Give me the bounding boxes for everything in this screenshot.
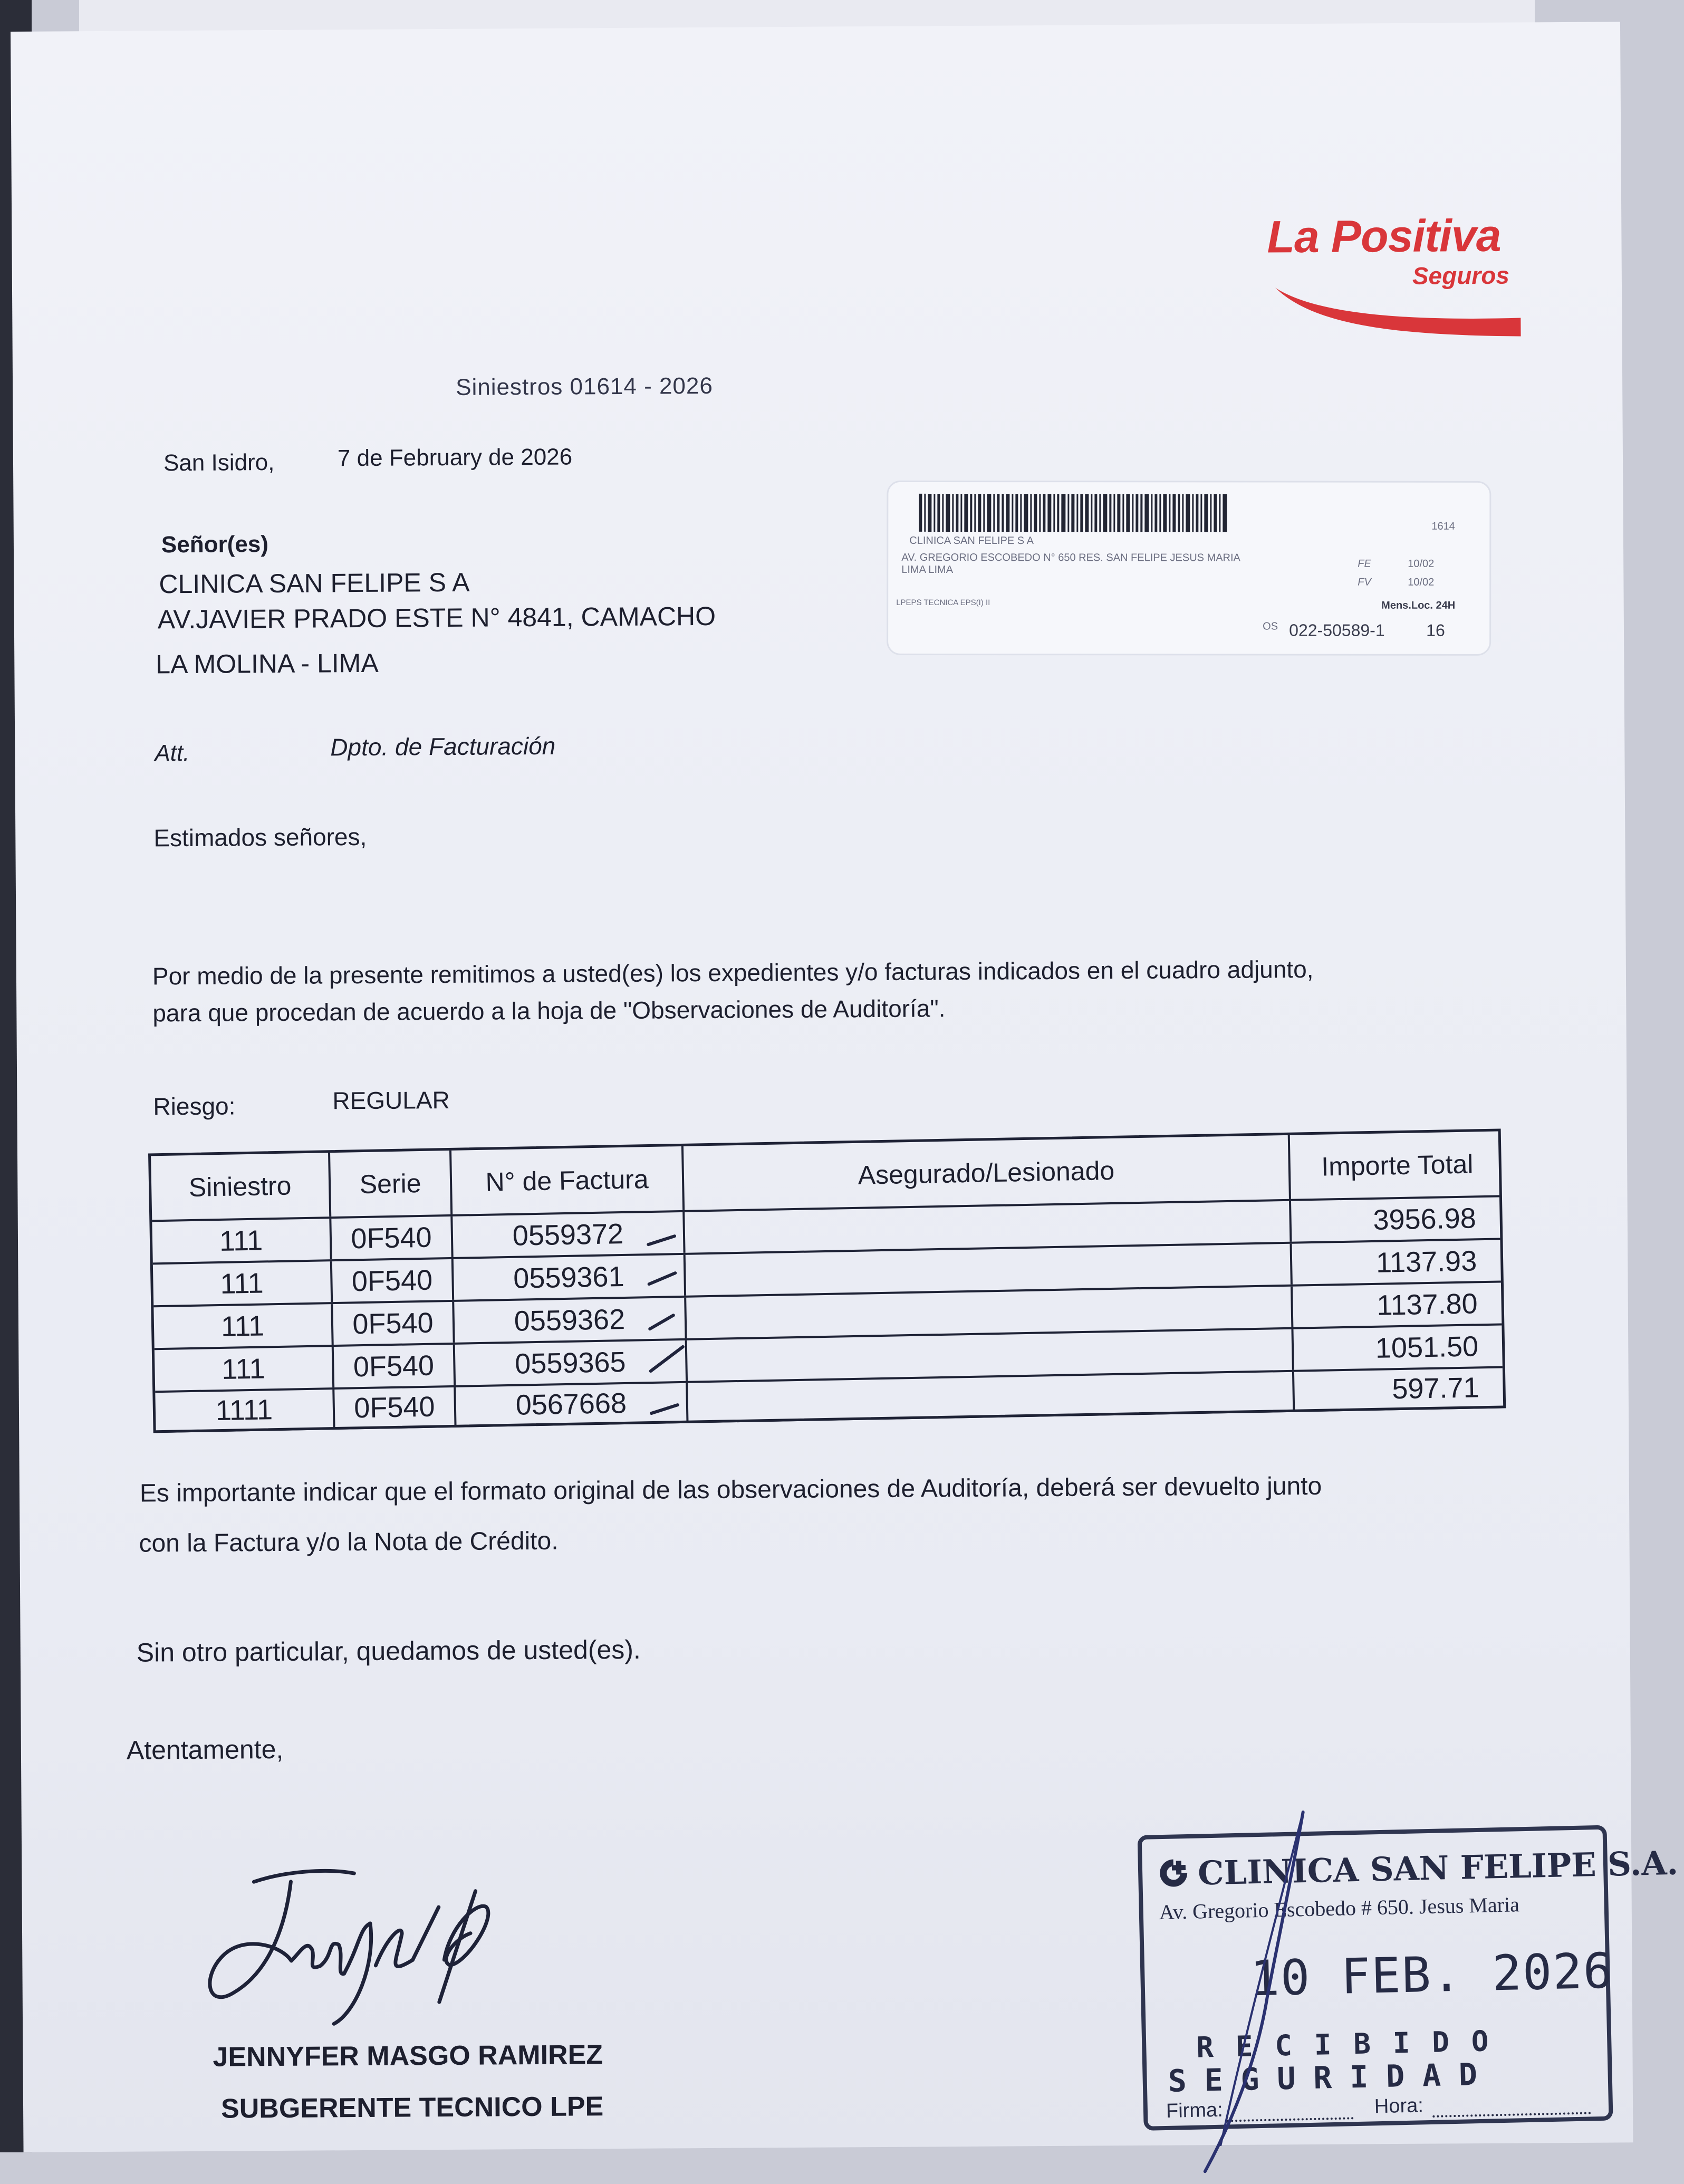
- cell-siniestro: 111: [152, 1219, 332, 1262]
- label-office: LPEPS TECNICA EPS(I) II: [896, 598, 990, 608]
- note-line-2: con la Factura y/o la Nota de Crédito.: [139, 1527, 559, 1558]
- invoice-table: [148, 1128, 1506, 1433]
- signature-icon: [201, 1859, 540, 2030]
- label-fe-value: 10/02: [1408, 558, 1435, 570]
- greeting: Estimados señores,: [153, 822, 367, 852]
- label-fe-label: FE: [1358, 558, 1371, 570]
- label-tracking-number: 022-50589-1: [1289, 620, 1385, 640]
- closing-line: Sin otro particular, quedamos de usted(es).: [136, 1634, 641, 1668]
- logo-swoosh-icon: [1273, 275, 1526, 340]
- recipient-label: Señor(es): [161, 531, 269, 558]
- cell-siniestro: 1111: [155, 1390, 335, 1431]
- header-siniestro: Siniestro: [151, 1153, 331, 1220]
- cell-importe: 1137.80: [1376, 1287, 1478, 1321]
- letter-city: San Isidro,: [163, 449, 275, 476]
- barcode-icon: [919, 494, 1230, 532]
- header-asegurado: Asegurado/Lesionado: [684, 1135, 1291, 1210]
- signer-title: SUBGERENTE TECNICO LPE: [220, 2091, 604, 2124]
- body-line-1: Por medio de la presente remitimos a usted(es) los expedientes y/o facturas indicados en el cuadro adjunto,: [152, 955, 1314, 990]
- label-fv-value: 10/02: [1408, 576, 1435, 588]
- cell-importe: 1051.50: [1375, 1330, 1479, 1364]
- label-line-2: AV. GREGORIO ESCOBEDO N° 650 RES. SAN FELIPE JESUS MARIA: [901, 551, 1240, 564]
- cell-factura: 0567668: [456, 1383, 688, 1425]
- hora-line: [1432, 2112, 1591, 2118]
- label-count: 16: [1426, 620, 1445, 640]
- stamp-hora-label: Hora:: [1374, 2094, 1424, 2118]
- label-service: Mens.Loc. 24H: [1381, 599, 1456, 611]
- letter-date: 7 de February de 2026: [337, 444, 573, 472]
- stamp-address: Av. Gregorio Escobedo # 650. Jesus Maria: [1159, 1892, 1520, 1924]
- recipient-line-2: AV.JAVIER PRADO ESTE N° 4841, CAMACHO: [157, 601, 716, 635]
- label-line-3: LIMA LIMA: [901, 563, 954, 576]
- label-code-top: 1614: [1431, 520, 1455, 532]
- label-fv-label: FV: [1358, 576, 1371, 588]
- note-line-1: Es importante indicar que el formato original de las observaciones de Auditoría, deberá ser devuelto junto: [139, 1472, 1322, 1508]
- cell-serie: 0F540: [333, 1302, 455, 1345]
- claim-reference: Siniestros 01614 - 2026: [455, 372, 714, 400]
- cell-factura: 0559362: [454, 1298, 687, 1343]
- tracking-label: [887, 481, 1491, 656]
- risk-value: REGULAR: [332, 1086, 450, 1115]
- cell-siniestro: 111: [155, 1347, 334, 1391]
- cell-factura: 0559365: [455, 1340, 688, 1385]
- risk-label: Riesgo:: [153, 1092, 236, 1120]
- cell-serie: 0F540: [331, 1216, 453, 1259]
- stamp-title: CLINICA SAN FELIPE S.A.: [1197, 1843, 1679, 1893]
- attention-value: Dpto. de Facturación: [330, 732, 556, 761]
- recipient-line-1: CLINICA SAN FELIPE S A: [159, 567, 470, 599]
- check-marks-icon: [642, 1220, 688, 1421]
- label-tracking-prefix: OS: [1263, 620, 1278, 633]
- body-line-2: para que procedan de acuerdo a la hoja de "Observaciones de Auditoría".: [152, 994, 946, 1027]
- stamp-date: 10 FEB. 2026: [1249, 1942, 1614, 2007]
- header-importe: Importe Total: [1321, 1148, 1474, 1182]
- header-factura: N° de Factura: [451, 1146, 685, 1214]
- pen-stroke-icon: [1171, 1807, 1332, 2177]
- cell-siniestro: 111: [153, 1261, 333, 1305]
- stamp-department: SEGURIDAD: [1168, 2056, 1496, 2099]
- header-serie: Serie: [330, 1151, 453, 1216]
- company-logo: La Positiva: [1267, 210, 1501, 263]
- cell-importe: 597.71: [1391, 1372, 1480, 1405]
- letter-page: [11, 22, 1679, 2152]
- cell-serie: 0F540: [334, 1345, 456, 1387]
- cell-siniestro: 111: [153, 1304, 333, 1348]
- recipient-line-3: LA MOLINA - LIMA: [156, 648, 379, 679]
- stamp-received: RECIBIDO: [1196, 2024, 1512, 2064]
- cell-importe: 3956.98: [1372, 1202, 1477, 1236]
- regards-line: Atentamente,: [126, 1734, 284, 1765]
- stamp-firma-label: Firma:: [1166, 2099, 1224, 2122]
- cell-factura: 0559372: [453, 1212, 685, 1257]
- cell-serie: 0F540: [332, 1259, 454, 1302]
- attention-label: Att.: [155, 740, 190, 767]
- signer-name: JENNYFER MASGO RAMIREZ: [213, 2039, 603, 2073]
- company-logo-sub: Seguros: [1412, 261, 1510, 290]
- cell-importe: 1137.93: [1375, 1244, 1477, 1279]
- cell-serie: 0F540: [334, 1387, 456, 1428]
- cell-factura: 0559361: [454, 1255, 686, 1300]
- label-line-1: CLINICA SAN FELIPE S A: [909, 534, 1034, 547]
